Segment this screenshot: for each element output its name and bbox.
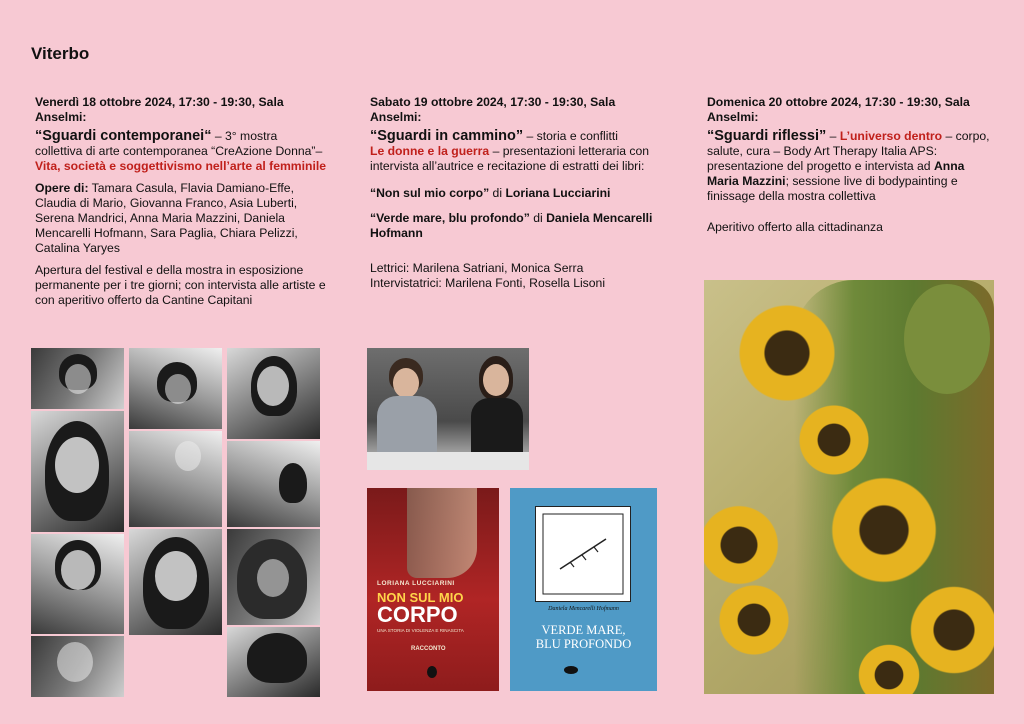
event-description bbox=[370, 129, 660, 174]
artist-photo bbox=[31, 411, 124, 532]
aperitivo: Aperitivo offerto alla cittadinanza bbox=[707, 220, 883, 234]
barbed-wire-icon bbox=[535, 506, 631, 602]
artists-list bbox=[35, 181, 327, 256]
artists-label: Opere di: bbox=[35, 181, 89, 195]
book-title: “Non sul mio corpo” bbox=[370, 186, 490, 200]
book-author: Daniela Mencarelli Hofmann bbox=[370, 211, 653, 240]
event-desc-2: ; sessione live di bodypainting e finissage della mostra collettiva bbox=[707, 174, 958, 203]
readers: Lettrici: Marilena Satriani, Monica Serra bbox=[370, 261, 584, 275]
event-friday bbox=[35, 95, 327, 315]
event-description bbox=[707, 129, 999, 204]
event-desc-2: – presentazioni letteraria con intervista all’autrice e recitazione di estratti dei libri: bbox=[370, 144, 650, 173]
event-date: Sabato 19 ottobre 2024, 17:30 - 19:30, Sala Anselmi: bbox=[370, 95, 616, 124]
event-theme: L’universo dentro bbox=[839, 129, 943, 143]
book-title-text: VERDE MARE, BLU PROFONDO bbox=[535, 623, 632, 651]
event-theme: Vita, società e soggettivismo nell’arte al femminile bbox=[35, 159, 327, 173]
event-date: Domenica 20 ottobre 2024, 17:30 - 19:30, Sala Anselmi: bbox=[707, 95, 970, 124]
book-genre: RACCONTO bbox=[411, 646, 446, 652]
book-by: di bbox=[529, 211, 547, 225]
event-desc: – storia e conflitti bbox=[523, 129, 618, 143]
artist-photo bbox=[31, 534, 124, 634]
event-person: Anna Maria Mazzini bbox=[707, 159, 965, 188]
book-cover-non-sul-mio-corpo bbox=[367, 488, 499, 691]
event-title: “Sguardi contemporanei“ bbox=[35, 128, 212, 144]
book-title-line1: NON SUL MIO bbox=[377, 590, 464, 605]
bodypainting-photo bbox=[704, 280, 994, 694]
book-author-text: Daniela Mencarelli Hofmann bbox=[548, 606, 619, 612]
artists-names: Tamara Casula, Flavia Damiano-Effe, Claudia di Mario, Giovanna Franco, Asia Luberti, Serena Mandrici, Anna Maria Mazzini, Daniela Mencarelli Hofmann, Sara Paglia, Chiara Pelizzi, Catalina Yaryes bbox=[35, 181, 298, 255]
book-title: “Verde mare, blu profondo” bbox=[370, 211, 530, 225]
event-date: Venerdì 18 ottobre 2024, 17:30 - 19:30, Sala Anselmi: bbox=[35, 95, 284, 124]
book-entry-2 bbox=[370, 211, 660, 241]
publisher-logo-icon bbox=[427, 666, 437, 678]
interview-photo bbox=[367, 348, 529, 470]
event-saturday bbox=[370, 95, 660, 298]
artist-photo bbox=[129, 431, 222, 527]
event-description bbox=[35, 129, 327, 174]
event-desc: – corpo, salute, cura – Body Art Therapy Italia APS: presentazione del progetto e intervista ad bbox=[707, 129, 990, 173]
event-dash: – bbox=[826, 129, 840, 143]
artist-photo bbox=[227, 441, 320, 527]
event-closing: Apertura del festival e della mostra in esposizione permanente per i tre giorni; con intervista alle artiste e con aperitivo offerto da Cantine Capitani bbox=[35, 263, 326, 307]
book-cover-verde-mare bbox=[510, 488, 657, 691]
artist-photo bbox=[31, 636, 124, 697]
event-title: “Sguardi riflessi” bbox=[707, 128, 827, 144]
artist-photo bbox=[31, 348, 124, 409]
event-desc: – 3° mostra collettiva di arte contemporanea “CreAzione Donna”– bbox=[35, 129, 323, 158]
interviewers: Intervistatrici: Marilena Fonti, Rosella Lisoni bbox=[370, 276, 606, 290]
book-subtitle: UNA STORIA DI VIOLENZA E RINASCITA bbox=[377, 628, 464, 633]
book-author-text: LORIANA LUCCIARINI bbox=[377, 580, 455, 587]
event-theme: Le donne e la guerra bbox=[370, 144, 490, 158]
publisher-logo-icon bbox=[564, 666, 578, 674]
book-title-line2: CORPO bbox=[377, 602, 458, 627]
artist-photo bbox=[227, 627, 320, 697]
artist-photo bbox=[227, 348, 320, 439]
artist-photo bbox=[129, 348, 222, 429]
book-author: Loriana Lucciarini bbox=[505, 186, 611, 200]
event-sunday bbox=[707, 95, 999, 242]
event-title: “Sguardi in cammino” bbox=[370, 128, 524, 144]
artist-photo bbox=[227, 529, 320, 625]
book-entry-1 bbox=[370, 186, 660, 201]
city-title: Viterbo bbox=[31, 44, 90, 63]
book-by: di bbox=[489, 186, 506, 200]
artist-photo bbox=[129, 529, 222, 635]
